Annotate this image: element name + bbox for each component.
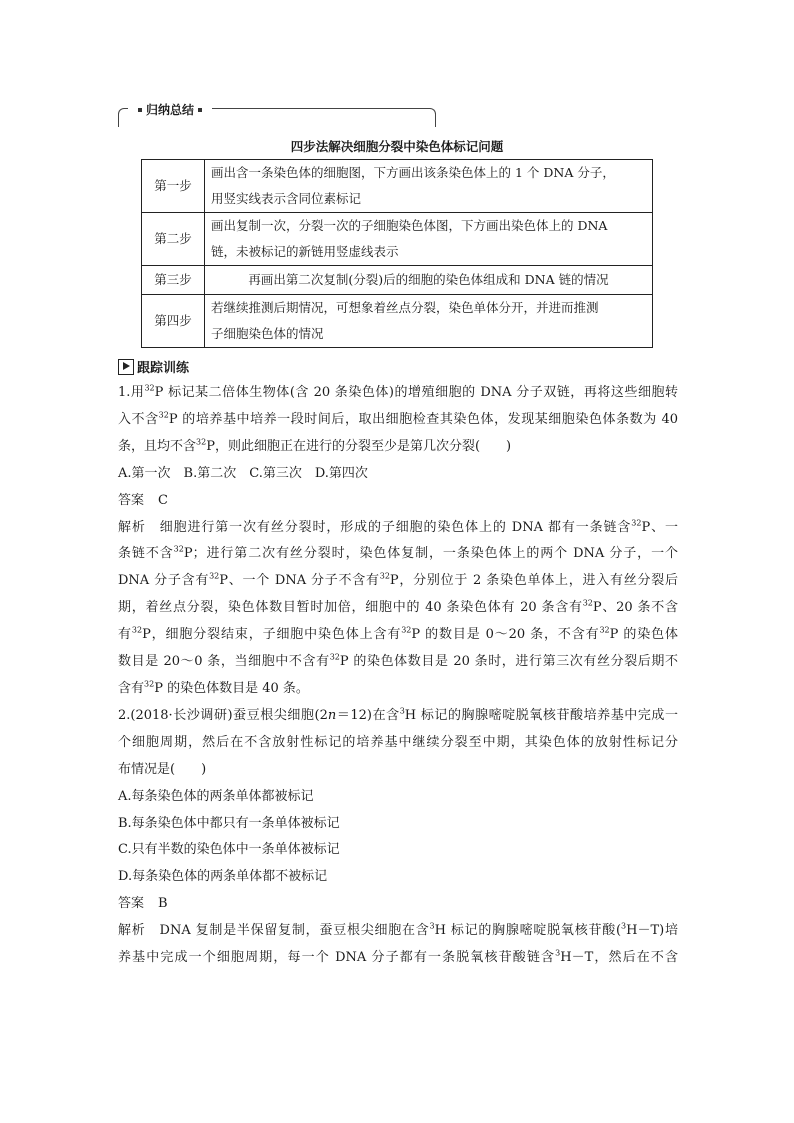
q1-options: A.第一次 B.第二次 C.第三次 D.第四次 xyxy=(118,465,368,481)
exercise-content: 1.用$^{32}$P 标记某二倍体生物体(含 20 条染色体)的增殖细胞的 DNA 分子双链，再将这些细胞转 入不含$^{32}$P 的培养基中培养一段时间后，取出细胞检查其染色体，发现某细胞染色体条数为 40 条，且均不含$^{32}$P，则此细胞正在进行的分裂至少是第几次分裂( ) A.第一次 B.第二次 C.第三次 D.第四次 答案 C 解析 细胞进行第一次有丝分裂时，形成的子细胞的染色体上的 DNA 都有一条链含$^{32}$P、一 条链不含$^{32}$P；进行第二次有丝分裂时，染色体复制，一条染色体上的两个 DNA 分子，一个 DNA 分子含有$^{32}$P、一个 DNA 分子不含有$^{32}$P，分别位于 2 条染色单体上，进入有丝分裂后 期，着丝点分裂，染色体数目暂时加倍，细胞中的 40 条染色体有 20 条含有$^{32}$P、20 条不含 有$^{32}$P，细胞分裂结束，子细胞中染色体上含有$^{32}$P 的数目是 0～20 条，不含有$^{32}$P 的染色体 数目是 20～0 条，当细胞中不含有$^{32}$P 的染色体数目是 20 条时，进行第三次有丝分裂后期不 含有$^{32}$P 的染色体数目是 40 条。 2.(2018·长沙调研)蚕豆根尖细胞(2n＝12)在含$^3$H 标记的胸腺嘧啶脱氧核苷酸培养基中完成一 个细胞周期，然后在不含放射性标记的培养基中继续分裂至中期，其染色体的放射性标记分 布情况是( ) A.每条染色体的两条单体都被标记 B.每条染色体中都只有一条单体被标记 C.只有半数的染色体中一条单体被标记 D.每条染色体的两条单体都不被标记 答案 B 解析 DNA 复制是半保留复制，蚕豆根尖细胞在含$^3$H 标记的胸腺嘧啶脱氧核苷酸($^3$H－T)培 养基中完成一个细胞周期，每一个 DNA 分子都有一条脱氧核苷酸链含$^3$H－T，然后在不含 xyxy=(118,380,678,972)
question-2: 2.(2018·长沙调研)蚕豆根尖细胞(2n＝12)在含$^3$H 标记的胸腺嘧啶脱氧核苷酸培养基中完成一 xyxy=(118,706,678,723)
step-content: 再画出第二次复制(分裂)后的细胞的染色体组成和 DNA 链的情况 xyxy=(205,266,653,295)
q2-option-d: D.每条染色体的两条单体都不被标记 xyxy=(118,869,328,885)
q1-answer: 答案 C xyxy=(118,492,168,508)
question-1: 1.用$^{32}$P 标记某二倍体生物体(含 20 条染色体)的增殖细胞的 DNA 分子双链，再将这些细胞转 xyxy=(118,383,679,400)
q2-option-c: C.只有半数的染色体中一条单体被标记 xyxy=(118,842,340,858)
table-row xyxy=(142,213,653,266)
step-label: 第一步 xyxy=(142,160,205,213)
q2-option-a: A.每条染色体的两条单体都被标记 xyxy=(118,788,314,804)
q2-answer: 答案 B xyxy=(118,896,168,912)
step-label: 第三步 xyxy=(142,266,205,295)
step-label: 第四步 xyxy=(142,295,205,348)
bullet-square-icon xyxy=(198,108,202,112)
summary-label: 归纳总结 xyxy=(128,101,212,118)
table-row xyxy=(142,160,653,213)
table-title: 四步法解决细胞分裂中染色体标记问题 xyxy=(290,139,504,154)
q2-analysis: 解析 DNA 复制是半保留复制，蚕豆根尖细胞在含$^3$H 标记的胸腺嘧啶脱氧核苷酸($^3$H－T)培 xyxy=(118,921,678,939)
step-content: 若继续推测后期情况，可想象着丝点分裂，染色单体分开，并进而推测 子细胞染色体的情况 xyxy=(205,295,653,348)
step-content: 画出复制一次，分裂一次的子细胞染色体图，下方画出染色体上的 DNA 链，未被标记的新链用竖虚线表示 xyxy=(205,213,653,266)
step-label: 第二步 xyxy=(142,213,205,266)
step-content: 画出含一条染色体的细胞图，下方画出该条染色体上的 1 个 DNA 分子， 用竖实线表示含同位素标记 xyxy=(205,160,653,213)
steps-table xyxy=(141,159,653,348)
q2-option-b: B.每条染色体中都只有一条单体被标记 xyxy=(118,815,340,831)
section-heading: 跟踪训练 xyxy=(118,357,189,376)
play-triangle-icon xyxy=(118,359,134,375)
bullet-square-icon xyxy=(138,108,142,112)
table-row xyxy=(142,295,653,348)
table-row xyxy=(142,266,653,295)
q1-analysis: 解析 细胞进行第一次有丝分裂时，形成的子细胞的染色体上的 DNA 都有一条链含$^{32}$P、一 xyxy=(118,518,678,535)
